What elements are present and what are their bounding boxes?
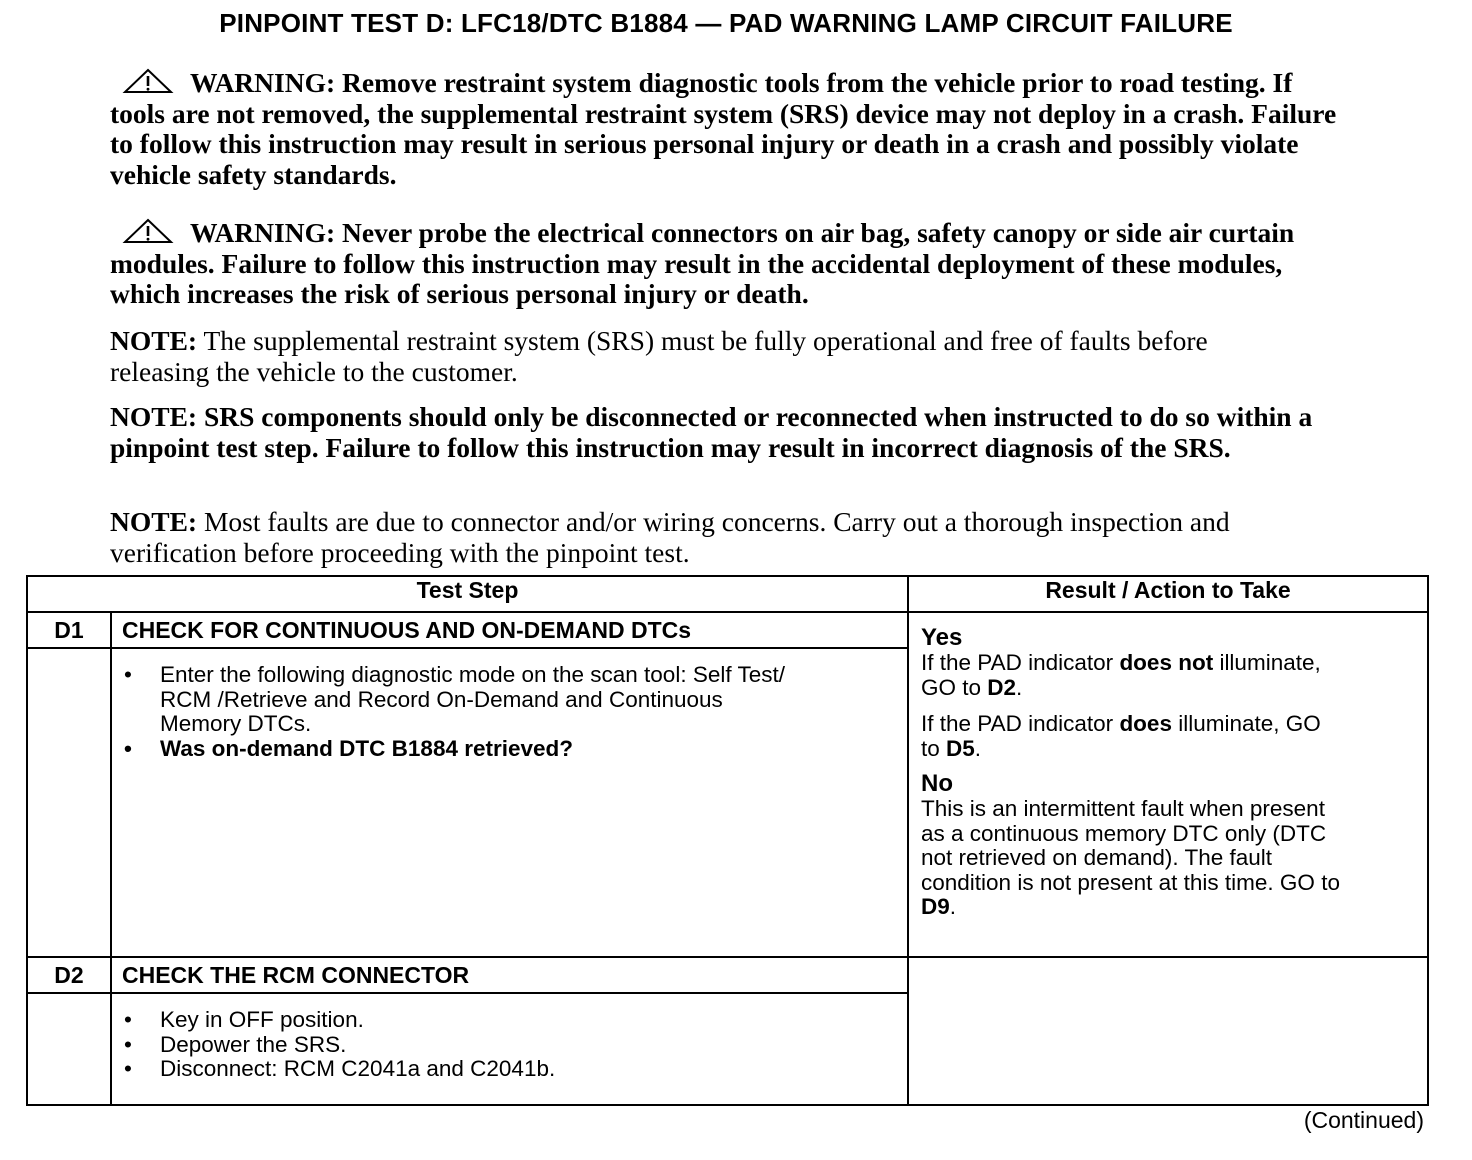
link-d2[interactable]: D2 bbox=[987, 674, 1017, 700]
warning-triangle-icon bbox=[122, 218, 174, 244]
note-3-text: Most faults are due to connector and/or wiring concerns. Carry out a thorough inspection and verification before proceeding with the pinpoint test. bbox=[110, 506, 1230, 568]
warning-2-lead: WARNING: bbox=[190, 217, 336, 248]
step-body-d2 bbox=[111, 993, 908, 1105]
warning-2 bbox=[110, 218, 1340, 310]
warning-1 bbox=[110, 68, 1340, 190]
link-d9[interactable]: D9 bbox=[921, 894, 950, 919]
step-id-d1: D1 bbox=[27, 612, 111, 648]
step-id-d2: D2 bbox=[27, 957, 111, 993]
note-2 bbox=[110, 402, 1325, 463]
warning-1-lead: WARNING: bbox=[190, 67, 336, 98]
result-no-label: No bbox=[921, 770, 953, 797]
note-2-text: SRS components should only be disconnected or reconnected when instructed to do so within a pinpoint test step. Failure to follow this instruction may result in incorrect diagnosis of the SRS. bbox=[110, 401, 1313, 463]
list-item: • Key in OFF position. bbox=[160, 1008, 907, 1033]
note-3-lead: NOTE: bbox=[110, 506, 198, 537]
result-yes-1: If the PAD indicator does not illuminate, GO to D2. bbox=[921, 650, 1321, 700]
page-title: PINPOINT TEST D: LFC18/DTC B1884 — PAD WARNING LAMP CIRCUIT FAILURE bbox=[219, 8, 1233, 38]
step-body-d1 bbox=[111, 648, 908, 957]
table-row bbox=[27, 612, 1428, 648]
result-yes-label: Yes bbox=[921, 624, 963, 651]
step-id-spacer bbox=[27, 993, 111, 1105]
warning-triangle-icon bbox=[122, 68, 174, 94]
continued-label: (Continued) bbox=[1303, 1107, 1424, 1133]
note-1-lead: NOTE: bbox=[110, 325, 198, 356]
pinpoint-test-table bbox=[26, 575, 1429, 1106]
step-title-d1: CHECK FOR CONTINUOUS AND ON-DEMAND DTCs bbox=[111, 612, 908, 648]
note-3 bbox=[110, 507, 1230, 568]
note-2-lead: NOTE: bbox=[110, 401, 198, 432]
result-d1 bbox=[908, 612, 1428, 957]
list-item: • Disconnect: RCM C2041a and C2041b. bbox=[160, 1057, 907, 1082]
step-title-d2: CHECK THE RCM CONNECTOR bbox=[111, 957, 908, 993]
table-row bbox=[27, 957, 1428, 993]
header-result-action: Result / Action to Take bbox=[908, 576, 1428, 612]
table-header-row bbox=[27, 576, 1428, 612]
header-test-step: Test Step bbox=[27, 576, 908, 612]
note-1 bbox=[110, 326, 1300, 387]
step-id-spacer bbox=[27, 648, 111, 957]
result-d2 bbox=[908, 957, 1428, 1105]
list-item: • Was on-demand DTC B1884 retrieved? bbox=[160, 737, 907, 762]
link-d5[interactable]: D5 bbox=[946, 735, 975, 761]
warning-1-text: Remove restraint system diagnostic tools from the vehicle prior to road testing. If tools are not removed, the supplemental restraint system (SRS) device may not deploy in a crash. Failure to follow this instruction may result in serious personal injury or death in a crash and possibly violate vehicle safety standards. bbox=[110, 67, 1337, 190]
result-no-text: This is an intermittent fault when present as a continuous memory DTC only (DTC not retrieved on demand). The fault condition is not present at this time. GO to D9. bbox=[921, 796, 1340, 919]
warning-2-text: Never probe the electrical connectors on air bag, safety canopy or side air curtain modules. Failure to follow this instruction may result in the accidental deployment of these modules, which increases the risk of serious personal injury or death. bbox=[110, 217, 1295, 309]
list-item: • Depower the SRS. bbox=[160, 1033, 907, 1058]
result-yes-2: If the PAD indicator does illuminate, GO to D5. bbox=[921, 711, 1321, 761]
note-1-text: The supplemental restraint system (SRS) must be fully operational and free of faults before releasing the vehicle to the customer. bbox=[110, 325, 1208, 387]
list-item: • Enter the following diagnostic mode on the scan tool: Self Test/ RCM /Retrieve and Record On-Demand and Continuous Memory DTCs. bbox=[160, 663, 907, 737]
